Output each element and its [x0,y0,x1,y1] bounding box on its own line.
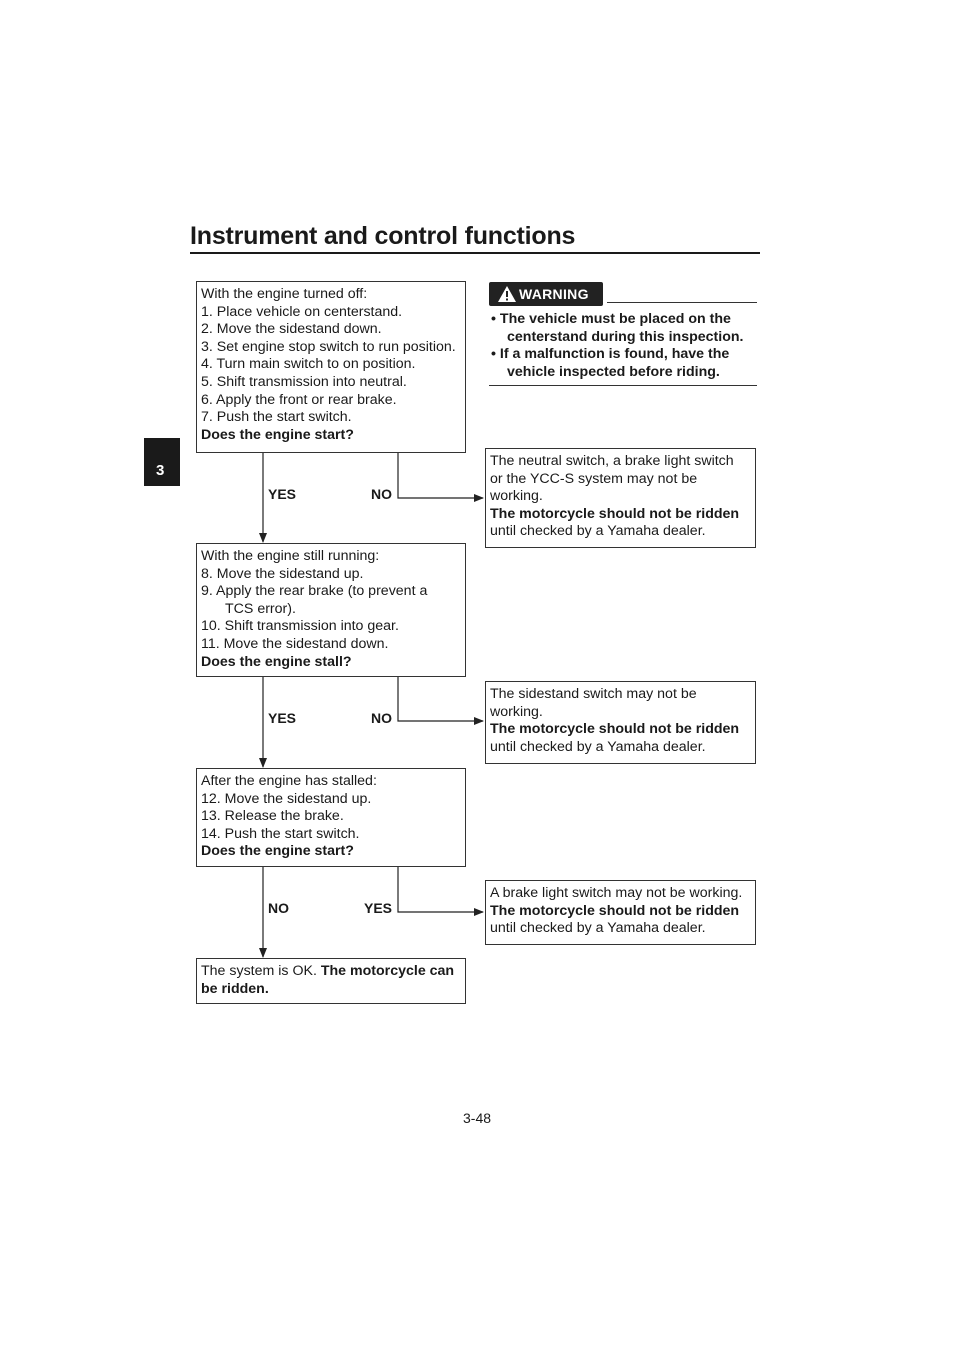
result2-tail: until checked by a Yamaha dealer. [490,738,706,755]
result1-tail: until checked by a Yamaha dealer. [490,523,706,540]
result3-line: A brake light switch may not be working. [490,885,743,901]
warning-item-cont: centerstand during this inspection. [507,328,744,345]
result1-warning: The motorcycle should not be ridden [490,505,740,522]
page-number: 3-48 [463,1110,492,1126]
step2-line: With the engine still running: [201,548,380,564]
result1-line: The neutral switch, a brake light switch [490,453,734,469]
step1-line: 4. Turn main switch to on position. [201,356,416,373]
page-title: Instrument and control functions [190,222,576,250]
result2-box [485,681,756,764]
result3-warning: The motorcycle should not be ridden [490,902,740,919]
final-text: The system is OK. [201,963,321,979]
result2-line: working. [490,703,543,720]
step2-yes-label: YES [268,710,297,726]
step2-no-label: NO [371,710,392,726]
warning-item: • If a malfunction is found, have the [491,346,730,363]
result1-line: or the YCC-S system may not be [490,470,698,487]
step1-yes-label: YES [268,486,297,502]
final-bold-cont: be ridden. [201,980,269,997]
step3-line: After the engine has stalled: [201,773,377,789]
step1-line: 3. Set engine stop switch to run position. [201,338,456,355]
warning-triangle-icon [497,285,517,303]
connector-step2-no [398,677,483,721]
warning-top-rule [607,302,757,303]
step3-no-label: NO [268,900,289,916]
step1-line: 2. Move the sidestand down. [201,321,382,338]
final-box [196,958,466,1004]
step1-line: 7. Push the start switch. [201,409,352,426]
step2-box [196,543,466,677]
warning-badge [489,282,603,306]
step3-yes-label: YES [364,900,393,916]
step1-line: 6. Apply the front or rear brake. [201,391,397,408]
warning-bottom-rule [489,385,757,386]
step2-line: 10. Shift transmission into gear. [201,618,399,635]
result2-warning: The motorcycle should not be ridden [490,721,740,738]
warning-item: • The vehicle must be placed on the [491,311,731,327]
step1-line: With the engine turned off: [201,286,368,302]
result3-box [485,880,756,945]
step2-line: 9. Apply the rear brake (to prevent a [201,583,428,600]
step1-box [196,281,466,453]
step2-line: 11. Move the sidestand down. [201,635,389,652]
step2-question: Does the engine stall? [201,653,352,670]
warning-label: WARNING [519,286,589,302]
step3-line: 14. Push the start switch. [201,825,360,842]
step3-line: 12. Move the sidestand up. [201,790,372,807]
step3-box [196,768,466,867]
step1-question: Does the engine start? [201,426,354,443]
step2-line: 8. Move the sidestand up. [201,565,364,582]
chapter-tab-number: 3 [156,462,165,479]
warning-item-cont: vehicle inspected before riding. [507,363,720,380]
step3-line: 13. Release the brake. [201,808,344,825]
final-bold: The motorcycle can [320,963,455,979]
step1-line: 5. Shift transmission into neutral. [201,373,407,390]
warning-list [491,311,753,381]
step1-line: 1. Place vehicle on centerstand. [201,303,403,320]
connector-step3-yes [398,867,483,912]
result1-line: working. [490,488,543,505]
step2-line-cont: TCS error). [225,600,296,617]
connector-step1-no [398,453,483,498]
step1-no-label: NO [371,486,392,502]
result2-line: The sidestand switch may not be [490,686,697,702]
step3-question: Does the engine start? [201,843,354,860]
result1-box [485,448,756,548]
result3-tail: until checked by a Yamaha dealer. [490,920,706,937]
